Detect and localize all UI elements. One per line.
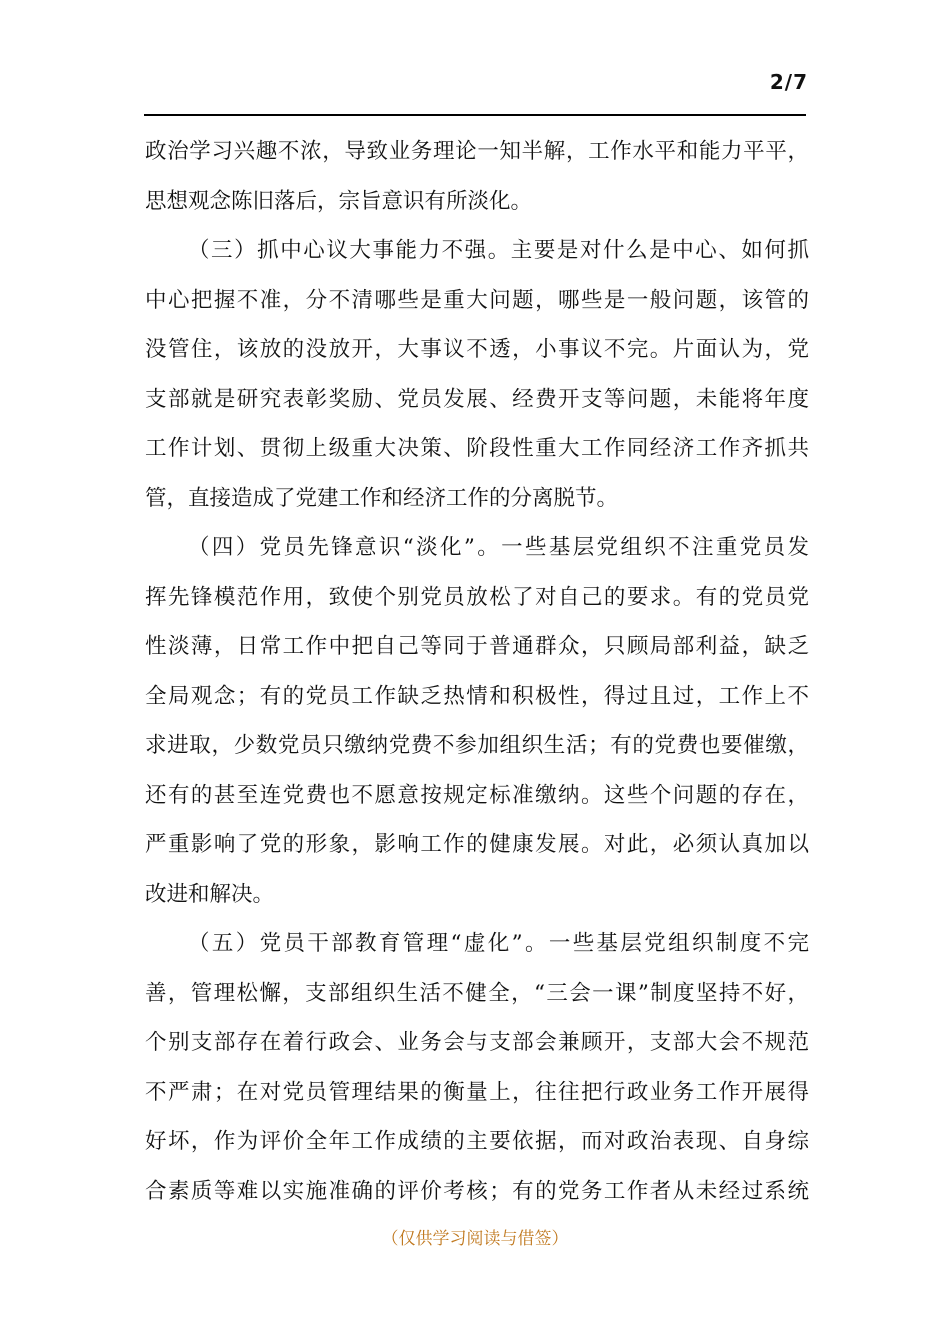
document-body	[145, 127, 809, 1216]
text-line: 性淡薄，日常工作中把自己等同于普通群众，只顾局部利益，缺乏	[145, 634, 809, 659]
header-divider	[144, 114, 806, 116]
footer-note: （仅供学习阅读与借签）	[381, 1229, 569, 1249]
text-line: 还有的甚至连党费也不愿意按规定标准缴纳。这些个问题的存在，	[145, 782, 809, 808]
text-line: 管，直接造成了党建工作和经济工作的分离脱节。	[145, 485, 619, 511]
text-line: 政治学习兴趣不浓，导致业务理论一知半解，工作水平和能力平平，	[145, 139, 809, 164]
text-line: 改进和解决。	[145, 881, 275, 907]
text-line: 支部就是研究表彰奖励、党员发展、经费开支等问题，未能将年度	[145, 386, 809, 412]
text-line: 没管住，该放的没放开，大事议不透，小事议不完。片面认为，党	[145, 337, 809, 362]
text-line: 不严肃；在对党员管理结果的衡量上，往往把行政业务工作开展得	[145, 1079, 809, 1105]
text-line: 合素质等难以实施准确的评价考核；有的党务工作者从未经过系统	[145, 1178, 809, 1204]
text-line: 中心把握不准，分不清哪些是重大问题，哪些是一般问题，该管的	[145, 287, 809, 313]
text-line: 求进取，少数党员只缴纳党费不参加组织生活；有的党费也要催缴，	[145, 733, 809, 758]
paragraph-start-line: （三）抓中心议大事能力不强。主要是对什么是中心、如何抓	[188, 238, 809, 263]
text-line: 善，管理松懈，支部组织生活不健全，“三会一课”制度坚持不好，	[145, 980, 809, 1006]
page-number: 2/7	[769, 70, 808, 94]
text-line: 全局观念；有的党员工作缺乏热情和积极性，得过且过，工作上不	[145, 683, 809, 709]
text-line: 挥先锋模范作用，致使个别党员放松了对自己的要求。有的党员党	[145, 584, 809, 610]
paragraph-start-line: （四）党员先锋意识“淡化”。一些基层党组织不注重党员发	[188, 535, 809, 560]
text-line: 个别支部存在着行政会、业务会与支部会兼顾开，支部大会不规范	[145, 1030, 809, 1055]
paragraph-start-line: （五）党员干部教育管理“虚化”。一些基层党组织制度不完	[188, 931, 809, 956]
text-line: 思想观念陈旧落后，宗旨意识有所淡化。	[145, 188, 533, 214]
text-line: 严重影响了党的形象，影响工作的健康发展。对此，必须认真加以	[145, 832, 809, 857]
text-line: 工作计划、贯彻上级重大决策、阶段性重大工作同经济工作齐抓共	[145, 436, 809, 461]
text-line: 好坏，作为评价全年工作成绩的主要依据，而对政治表现、自身综	[145, 1129, 809, 1154]
